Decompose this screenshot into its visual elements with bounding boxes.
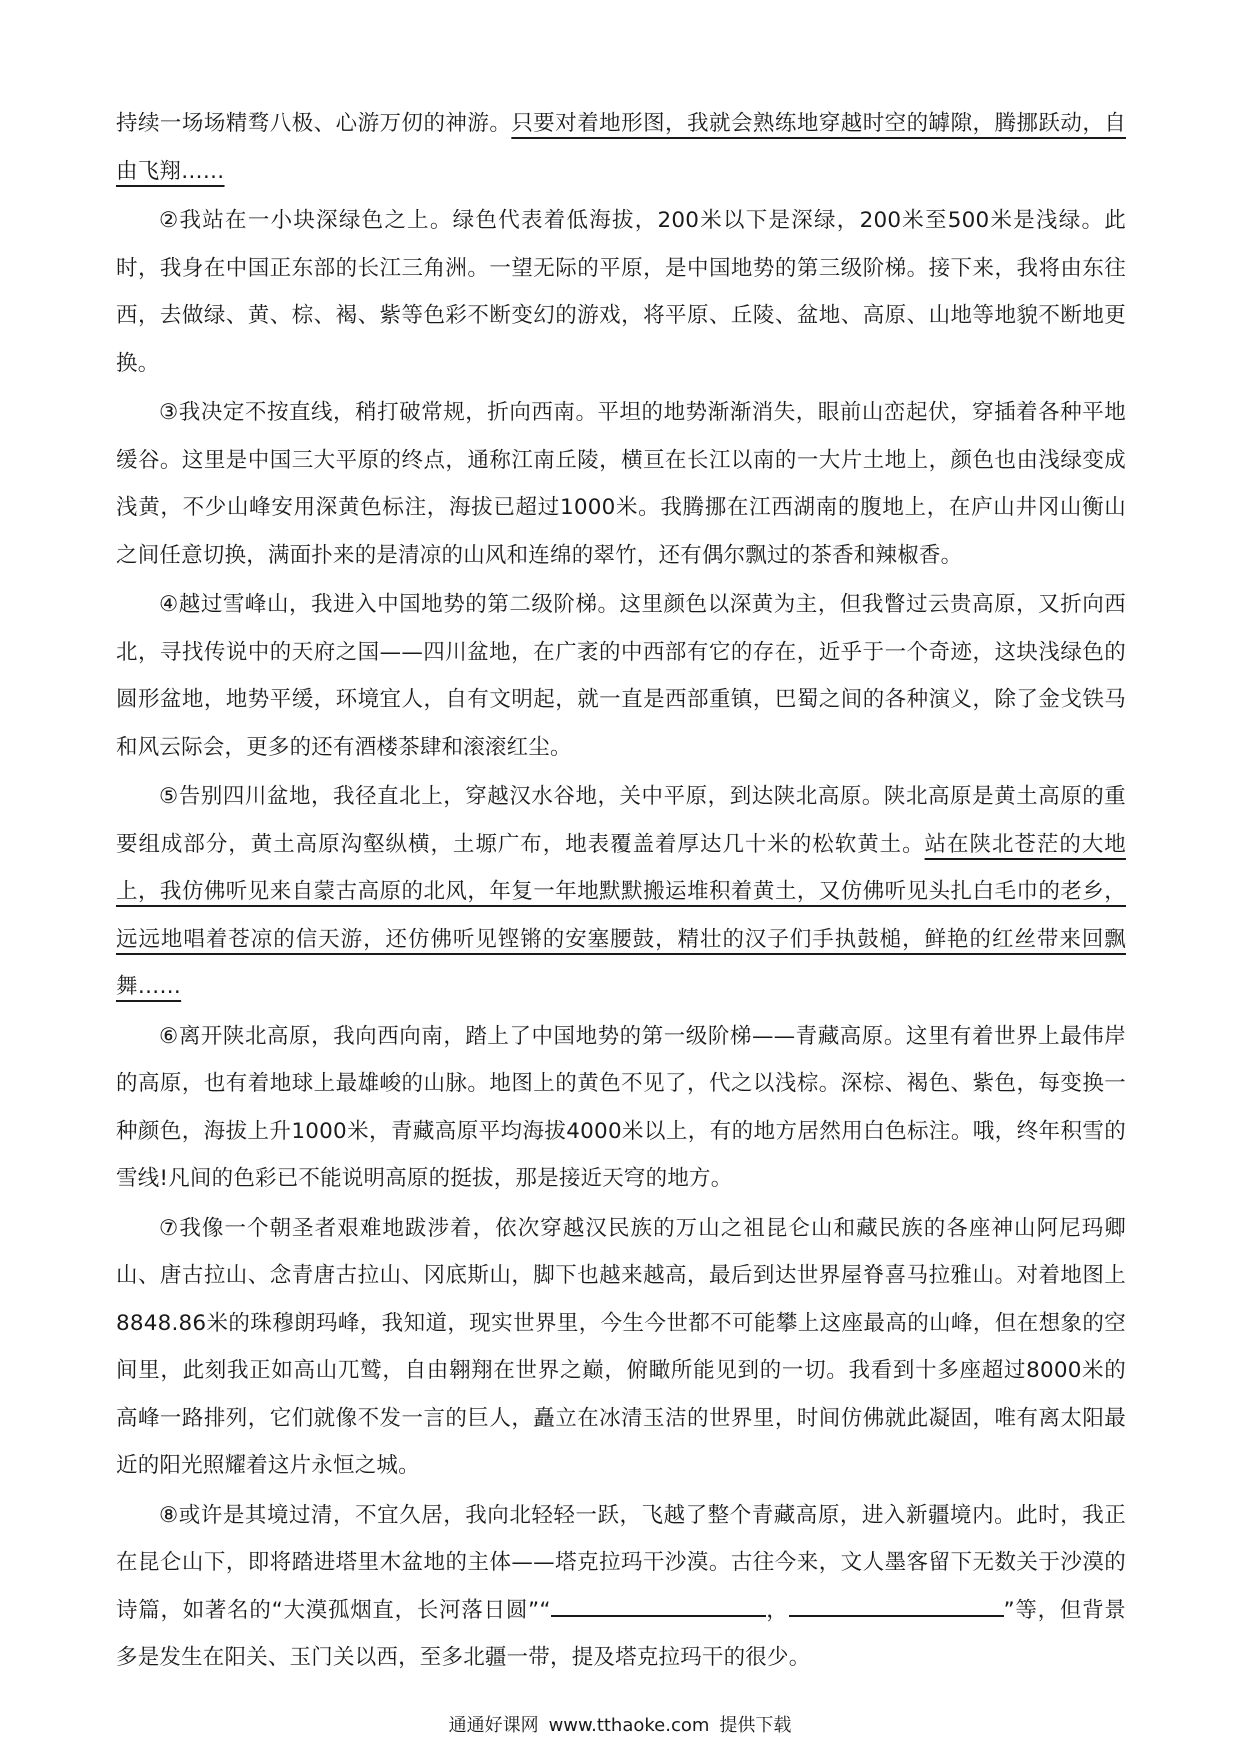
paragraph-text: ⑧或许是其境过清，不宜久居，我向北轻轻一跃，飞越了整个青藏高原，进入新疆境内。此时，我正在昆仑山下，即将踏进塔里木盆地的主体——塔克拉玛干沙漠。古往今来，文人墨客留下无数关于沙漠的诗篇，如著名的“大漠孤烟直，长河落日圆”“ [116, 1502, 1126, 1623]
underlined-sentence: 站在陕北苍茫的大地上，我仿佛听见来自蒙古高原的北风，年复一年地默默搬运堆积着黄土，又仿佛听见头扎白毛巾的老乡，远远地唱着苍凉的信天游，还仿佛听见铿锵的安塞腰鼓，精壮的汉子们手执鼓槌，鲜艳的红丝带来回飘舞…… [116, 831, 1126, 999]
paragraph-text: ④越过雪峰山，我进入中国地势的第二级阶梯。这里颜色以深黄为主，但我瞥过云贵高原，又折向西北，寻找传说中的天府之国——四川盆地，在广袤的中西部有它的存在，近乎于一个奇迹，这块浅绿色的圆形盆地，地势平缓，环境宜人，自有文明起，就一直是西部重镇，巴蜀之间的各种演义，除了金戈铁马和风云际会，更多的还有酒楼茶肆和滚滚红尘。 [116, 592, 1126, 760]
paragraph-text: ， [765, 1597, 789, 1623]
fill-in-blank [551, 1595, 766, 1617]
paragraph-text: ⑤告别四川盆地，我径直北上，穿越汉水谷地，关中平原，到达陕北高原。陕北高原是黄土高原的重要组成部分，黄土高原沟壑纵横，土塬广布，地表覆盖着厚达几十米的松软黄土。 [116, 784, 1126, 857]
paragraph-text: ”等，但背景多是发生在阳关、玉门关以西，至多北疆一带，提及塔克拉玛干的很少。 [116, 1597, 1126, 1670]
underlined-sentence: 只要对着地形图，我就会熟练地穿越时空的罅隙，腾挪跃动，自由飞翔…… [116, 111, 1126, 184]
paragraph-text: ③我决定不按直线，稍打破常规，折向西南。平坦的地势渐渐消失，眼前山峦起伏，穿插着各种平地缓谷。这里是中国三大平原的终点，通称江南丘陵，横亘在长江以南的一大片土地上，颜色也由浅绿变成浅黄，不少山峰安用深黄色标注，海拔已超过1000米。我腾挪在江西湖南的腹地上，在庐山井冈山衡山之间任意切换，满面扑来的是清凉的山风和连绵的翠竹，还有偶尔飘过的茶香和辣椒香。 [116, 400, 1126, 568]
paragraph [116, 1492, 1126, 1682]
paragraph [116, 1013, 1126, 1203]
paragraph [116, 773, 1126, 1011]
paragraph [116, 581, 1126, 771]
paragraph-text: ②我站在一小块深绿色之上。绿色代表着低海拔，200米以下是深绿，200米至500米是浅绿。此时，我身在中国正东部的长江三角洲。一望无际的平原，是中国地势的第三级阶梯。接下来，我将由东往西，去做绿、黄、棕、褐、紫等色彩不断变幻的游戏，将平原、丘陵、盆地、高原、山地等地貌不断地更换。 [116, 208, 1126, 376]
paragraph-text: ⑥离开陕北高原，我向西向南，踏上了中国地势的第一级阶梯——青藏高原。这里有着世界上最伟岸的高原，也有着地球上最雄峻的山脉。地图上的黄色不见了，代之以浅棕。深棕、褐色、紫色，每变换一种颜色，海拔上升1000米，青藏高原平均海拔4000米以上，有的地方居然用白色标注。哦，终年积雪的雪线!凡间的色彩已不能说明高原的挺拔，那是接近天穹的地方。 [116, 1023, 1126, 1191]
paragraph-text: ⑦我像一个朝圣者艰难地跋涉着，依次穿越汉民族的万山之祖昆仑山和藏民族的各座神山阿尼玛卿山、唐古拉山、念青唐古拉山、冈底斯山，脚下也越来越高，最后到达世界屋脊喜马拉雅山。对着地图上8848.86米的珠穆朗玛峰，我知道，现实世界里，今生今世都不可能攀上这座最高的山峰，但在想象的空间里，此刻我正如高山兀鹫，自由翱翔在世界之巅，俯瞰所能见到的一切。我看到十多座超过8000米的高峰一路排列，它们就像不发一言的巨人，矗立在冰清玉洁的世界里，时间仿佛就此凝固，唯有离太阳最近的阳光照耀着这片永恒之城。 [116, 1215, 1126, 1478]
paragraph [116, 1205, 1126, 1490]
fill-in-blank [789, 1595, 1004, 1617]
footer-site-name: 通通好课网 [448, 1715, 539, 1736]
paragraph-text: 持续一场场精骛八极、心游万仞的神游。 [116, 111, 512, 136]
paragraph [116, 197, 1126, 387]
footer-suffix: 提供下载 [719, 1715, 792, 1736]
page-footer [0, 1714, 1240, 1738]
paragraph [116, 100, 1126, 195]
paragraph [116, 389, 1126, 579]
footer-url[interactable]: www.tthaoke.com [548, 1715, 710, 1736]
article-body [116, 100, 1126, 1682]
